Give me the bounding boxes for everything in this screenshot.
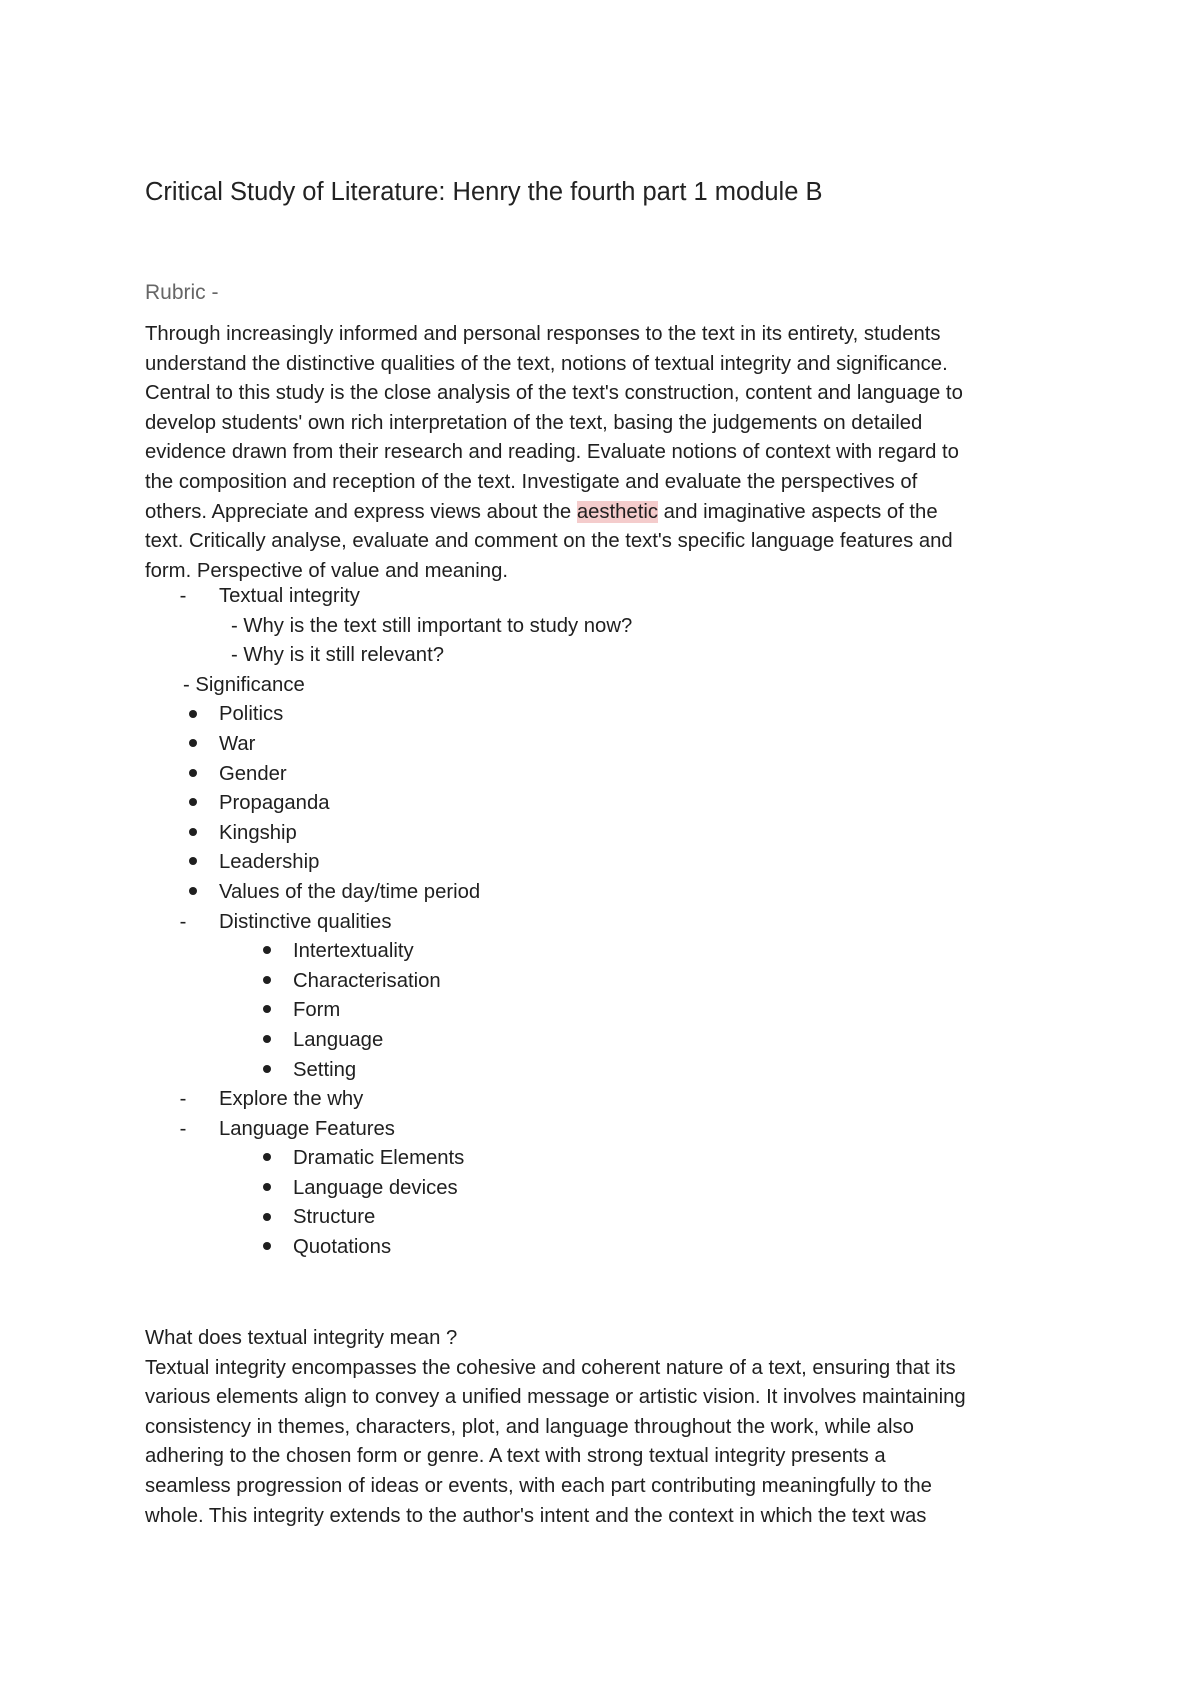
section-line: Textual integrity encompasses the cohesive and coherent nature of a text, ensuring that its: [145, 1356, 956, 1379]
list-item: [145, 612, 1045, 642]
outline-label-significance: - Significance: [183, 673, 305, 696]
list-item: [145, 760, 1045, 790]
sub-question: - Why is the text still important to study now?: [231, 614, 633, 637]
bullet-text: Kingship: [219, 821, 297, 844]
bullet-icon: [263, 976, 271, 984]
section-line: whole. This integrity extends to the author's intent and the context in which the text was: [145, 1504, 927, 1527]
bullet-text: Values of the day/time period: [219, 880, 481, 903]
highlighted-word: aesthetic: [576, 500, 658, 523]
bullet-icon: [189, 739, 197, 747]
dash-marker: -: [179, 910, 187, 933]
rubric-line: evidence drawn from their research and reading. Evaluate notions of context with regard to: [145, 441, 959, 464]
section-question: What does textual integrity mean ?: [145, 1327, 458, 1349]
list-item: [145, 996, 1045, 1026]
list-item: [145, 1085, 1045, 1115]
bullet-icon: [189, 828, 197, 836]
bullet-icon: [263, 1213, 271, 1221]
bullet-text: Characterisation: [293, 969, 441, 992]
list-item: [145, 1056, 1045, 1086]
bullet-icon: [263, 1153, 271, 1161]
list-item: [145, 730, 1045, 760]
dash-marker: -: [179, 585, 187, 607]
outline-label-distinctive-qualities: Distinctive qualities: [219, 910, 392, 933]
bullet-text: Language devices: [293, 1176, 458, 1199]
bullet-icon: [189, 857, 197, 865]
dash-marker: -: [179, 1088, 187, 1111]
list-item: [145, 700, 1045, 730]
rubric-line: Through increasingly informed and personal responses to the text in its entirety, students: [145, 323, 941, 345]
page-title: Critical Study of Literature: Henry the fourth part 1 module B: [145, 178, 823, 206]
rubric-paragraph: [145, 320, 1065, 586]
list-item: [145, 967, 1045, 997]
section-line: seamless progression of ideas or events, with each part contributing meaningfully to the: [145, 1474, 932, 1497]
list-item: [145, 582, 1045, 612]
bullet-icon: [263, 1035, 271, 1043]
list-item: [145, 848, 1045, 878]
list-item: [145, 641, 1045, 671]
bullet-text: Gender: [219, 762, 287, 785]
list-item: [145, 1026, 1045, 1056]
rubric-line: develop students' own rich interpretation of the text, basing the judgements on detailed: [145, 411, 923, 434]
rubric-line: Central to this study is the close analysis of the text's construction, content and language to: [145, 382, 963, 405]
bullet-text: Form: [293, 999, 341, 1022]
bullet-icon: [189, 887, 197, 895]
bullet-text: Intertextuality: [293, 940, 414, 963]
bullet-text: Quotations: [293, 1236, 392, 1259]
sub-question: - Why is it still relevant?: [231, 644, 445, 667]
outline-label-language-features: Language Features: [219, 1117, 395, 1140]
section-line: various elements align to convey a unified message or artistic vision. It involves maintaining: [145, 1386, 966, 1409]
bullet-text: Setting: [293, 1058, 357, 1081]
rubric-text: others. Appreciate and express views about the: [145, 500, 577, 523]
bullet-icon: [189, 769, 197, 777]
bullet-text: Politics: [219, 703, 284, 726]
bullet-text: Structure: [293, 1206, 376, 1229]
rubric-line: [145, 498, 1065, 528]
list-item: [145, 819, 1045, 849]
textual-integrity-section: [145, 1324, 1065, 1531]
bullet-icon: [263, 1183, 271, 1191]
section-line: adhering to the chosen form or genre. A text with strong textual integrity presents a: [145, 1445, 886, 1468]
list-item: [145, 1115, 1045, 1145]
bullet-icon: [263, 946, 271, 954]
rubric-text: and imaginative aspects of the: [658, 500, 938, 523]
list-item: [145, 1233, 1045, 1263]
list-item: [145, 671, 1045, 701]
rubric-line: the composition and reception of the text. Investigate and evaluate the perspectives of: [145, 470, 918, 493]
list-item: [145, 1203, 1045, 1233]
list-item: [145, 1174, 1045, 1204]
bullet-icon: [189, 798, 197, 806]
list-item: [145, 1144, 1045, 1174]
list-item: [145, 937, 1045, 967]
bullet-icon: [189, 710, 197, 718]
outline-label-textual-integrity: Textual integrity: [219, 585, 360, 607]
dash-marker: -: [179, 1117, 187, 1140]
bullet-icon: [263, 1005, 271, 1013]
list-item: [145, 789, 1045, 819]
list-item: [145, 908, 1045, 938]
outline-label-explore: Explore the why: [219, 1088, 364, 1111]
bullet-text: War: [219, 732, 256, 755]
rubric-heading: Rubric -: [145, 281, 219, 304]
bullet-icon: [263, 1242, 271, 1250]
rubric-line: text. Critically analyse, evaluate and comment on the text's specific language features and: [145, 530, 953, 553]
bullet-text: Leadership: [219, 851, 320, 874]
list-item: [145, 878, 1045, 908]
section-line: consistency in themes, characters, plot, and language throughout the work, while also: [145, 1415, 914, 1438]
bullet-icon: [263, 1065, 271, 1073]
bullet-text: Dramatic Elements: [293, 1147, 465, 1170]
rubric-line: understand the distinctive qualities of the text, notions of textual integrity and significance.: [145, 352, 948, 375]
bullet-text: Language: [293, 1028, 384, 1051]
rubric-line: form. Perspective of value and meaning.: [145, 559, 509, 582]
bullet-text: Propaganda: [219, 792, 330, 815]
outline-list: [145, 582, 1045, 1263]
